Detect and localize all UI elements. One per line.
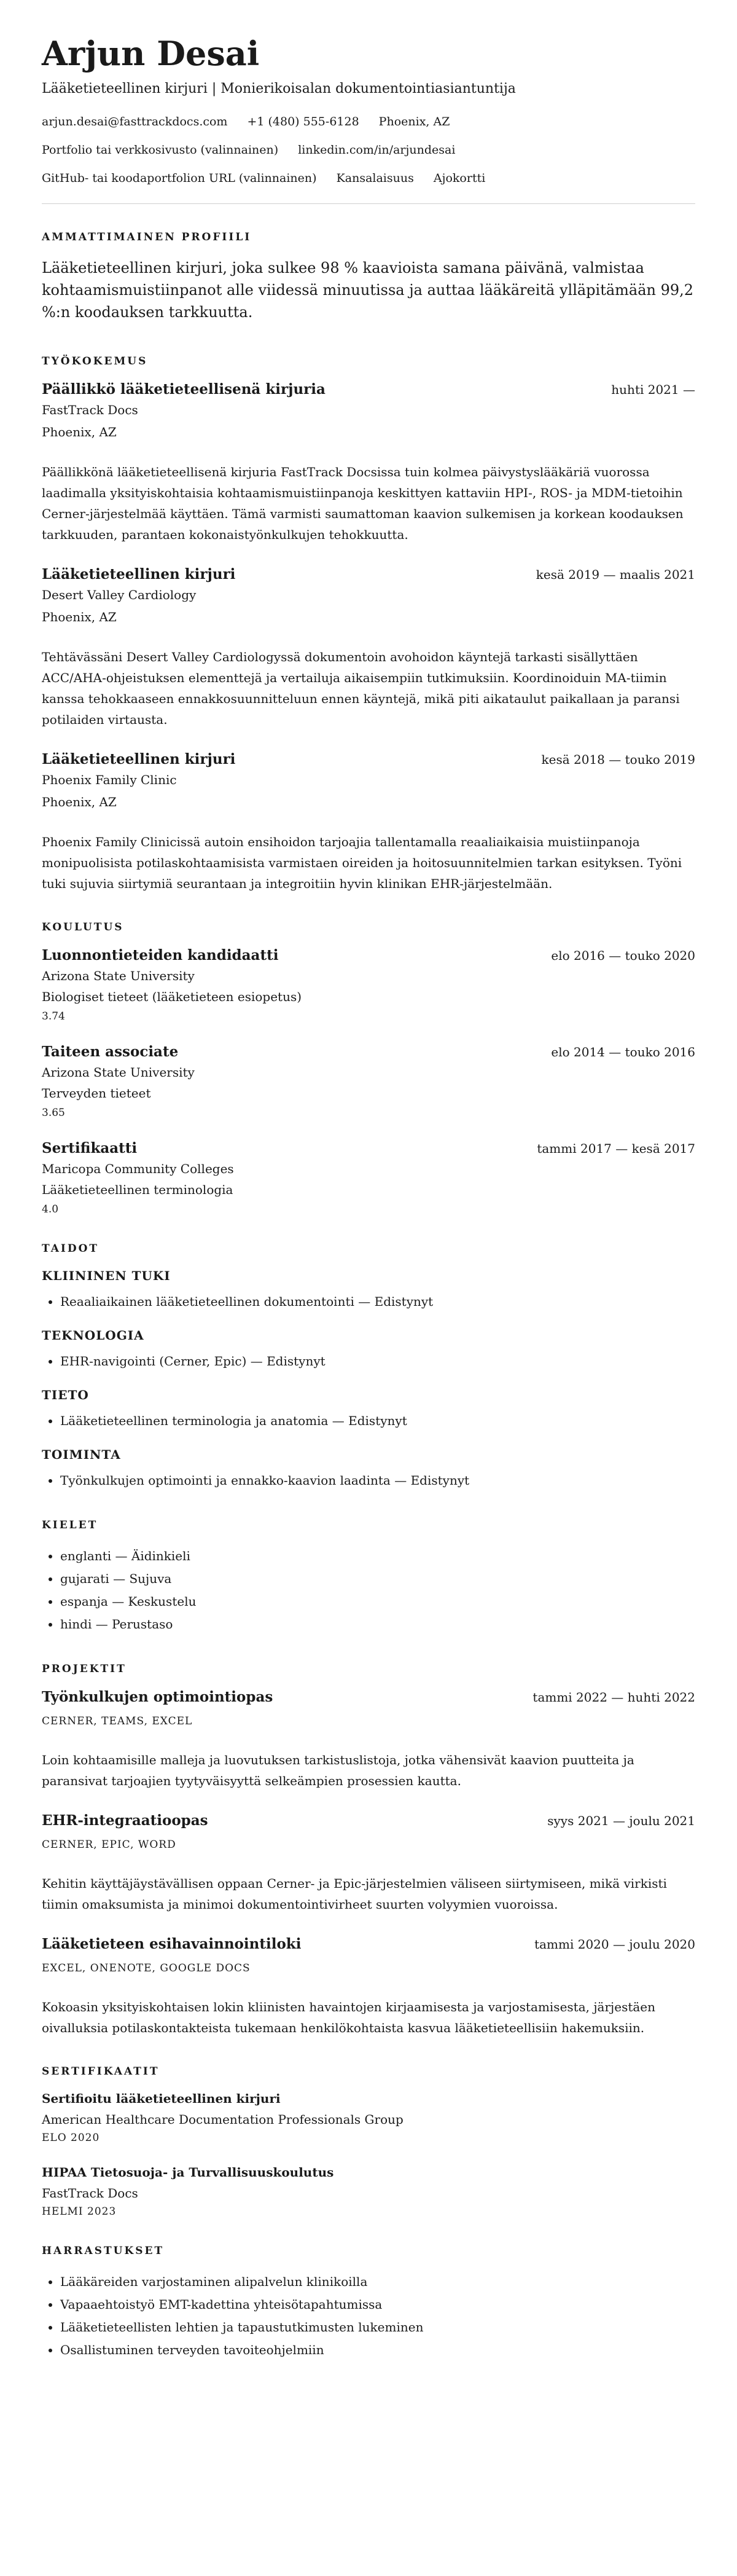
job-company: FastTrack Docs bbox=[42, 402, 138, 418]
contact-row-1 bbox=[42, 115, 695, 128]
skills-heading: TAIDOT bbox=[42, 1243, 99, 1255]
contact-email[interactable]: arjun.desai@fasttrackdocs.com bbox=[42, 115, 228, 129]
skill-item: • Työnkulkujen optimointi ja ennakko-kaavion laadinta — Edistynyt bbox=[60, 1469, 695, 1492]
candidate-headline: Lääketieteellinen kirjuri | Monierikoisalan dokumentointiasiantuntija bbox=[42, 81, 516, 97]
hobbies-heading: HARRASTUKSET bbox=[42, 2245, 165, 2258]
project-description: Kehitin käyttäjäystävällisen oppaan Cerner- ja Epic-järjestelmien väliseen siirtymiseen, mikä virkisti tiimin omaksumista ja minimoi dokumentointivirheet suurten volyymien vuoroissa. bbox=[42, 1876, 667, 1912]
projects-heading: PROJEKTIT bbox=[42, 1663, 127, 1676]
job-dates: kesä 2019 — maalis 2021 bbox=[536, 567, 695, 583]
study-field: Lääketieteellinen terminologia bbox=[42, 1182, 233, 1198]
hobby-item: • Vapaaehtoistyö EMT-kadettina yhteisötapahtumissa bbox=[60, 2293, 695, 2316]
skill-category: TOIMINTA bbox=[42, 1447, 121, 1463]
contact-row-3 bbox=[42, 171, 695, 185]
project-entry bbox=[42, 1936, 695, 2038]
study-field: Terveyden tieteet bbox=[42, 1086, 151, 1101]
education-entry bbox=[42, 947, 695, 1023]
job-description: Tehtävässäni Desert Valley Cardiologyssä dokumentoin avohoidon käyntejä tarkasti sisällyttäen ACC/AHA-ohjeistuksen elementtejä ja vertailuja aikaisempiin tutkimuksiin. Koordinoiduin MA-tiimin kanssa tehokkaaseen ennakkosuunnitteluun ennen käyntejä, mikä piti aikataulut paikallaan ja paransi potilaiden virtausta. bbox=[42, 650, 680, 728]
project-dates: tammi 2020 — joulu 2020 bbox=[534, 1937, 695, 1952]
certification-entry bbox=[42, 2091, 695, 2144]
job-dates: huhti 2021 — bbox=[611, 382, 695, 398]
project-entry bbox=[42, 1812, 695, 1915]
certification-issuer: FastTrack Docs bbox=[42, 2186, 138, 2201]
project-name: Lääketieteen esihavainnointiloki bbox=[42, 1936, 302, 1953]
job-description: Phoenix Family Clinicissä autoin ensihoidon tarjoajia tallentamalla reaaliaikaisia muistiinpanoja monipuolisista potilaskohtaamisista varmistaen oireiden ja hoitosuunnitelmien tarkan esityksen. Työni tuki sujuvia siirtymiä seurantaan ja integroitiin hyvin klinikan EHR-järjestelmään. bbox=[42, 834, 682, 892]
degree-dates: elo 2014 — touko 2016 bbox=[551, 1045, 695, 1060]
certifications-section bbox=[42, 2065, 695, 2218]
hobby-list bbox=[42, 2271, 695, 2362]
job-location: Phoenix, AZ bbox=[42, 795, 117, 810]
certification-date: ELO 2020 bbox=[42, 2132, 100, 2145]
certification-name: HIPAA Tietosuoja- ja Turvallisuuskoulutus bbox=[42, 2165, 334, 2180]
skill-category: KLIININEN TUKI bbox=[42, 1268, 171, 1284]
study-field: Biologiset tieteet (lääketieteen esiopetus) bbox=[42, 989, 302, 1005]
experience-section bbox=[42, 355, 695, 894]
profile-section bbox=[42, 231, 695, 323]
project-name: Työnkulkujen optimointiopas bbox=[42, 1689, 273, 1706]
header-divider bbox=[42, 203, 695, 204]
contact-citizenship: Kansalaisuus bbox=[336, 171, 414, 186]
education-entry bbox=[42, 1043, 695, 1119]
certification-issuer: American Healthcare Documentation Professionals Group bbox=[42, 2112, 404, 2127]
contact-location: Phoenix, AZ bbox=[378, 115, 450, 129]
job-location: Phoenix, AZ bbox=[42, 425, 117, 440]
skill-list bbox=[42, 1469, 695, 1492]
degree-title: Sertifikaatti bbox=[42, 1140, 138, 1157]
project-tools: CERNER, EPIC, WORD bbox=[42, 1839, 176, 1852]
contact-github[interactable]: GitHub- tai koodaportfolion URL (valinnainen) bbox=[42, 171, 317, 186]
education-section bbox=[42, 921, 695, 1215]
hobbies-section bbox=[42, 2245, 695, 2362]
school-name: Maricopa Community Colleges bbox=[42, 1161, 234, 1177]
job-location: Phoenix, AZ bbox=[42, 610, 117, 625]
contact-phone[interactable]: +1 (480) 555-6128 bbox=[247, 115, 359, 129]
contact-row-2 bbox=[42, 143, 695, 157]
school-name: Arizona State University bbox=[42, 968, 195, 984]
job-title: Lääketieteellinen kirjuri bbox=[42, 751, 236, 768]
experience-entry bbox=[42, 381, 695, 545]
education-entry bbox=[42, 1140, 695, 1215]
gpa-value: 3.65 bbox=[42, 1107, 65, 1120]
skill-list bbox=[42, 1410, 695, 1432]
degree-dates: tammi 2017 — kesä 2017 bbox=[537, 1141, 695, 1156]
skill-category: TEKNOLOGIA bbox=[42, 1328, 144, 1343]
candidate-name: Arjun Desai bbox=[42, 34, 260, 73]
language-item: • espanja — Keskustelu bbox=[60, 1590, 695, 1613]
contact-driving-license: Ajokortti bbox=[433, 171, 486, 186]
hobby-item: • Lääkäreiden varjostaminen alipalvelun klinikoilla bbox=[60, 2271, 695, 2293]
school-name: Arizona State University bbox=[42, 1065, 195, 1080]
experience-entry bbox=[42, 566, 695, 730]
project-entry bbox=[42, 1689, 695, 1791]
skill-item: • EHR-navigointi (Cerner, Epic) — Edistynyt bbox=[60, 1350, 695, 1373]
skill-item: • Reaaliaikainen lääketieteellinen dokumentointi — Edistynyt bbox=[60, 1290, 695, 1313]
project-tools: CERNER, TEAMS, EXCEL bbox=[42, 1715, 193, 1728]
degree-title: Luonnontieteiden kandidaatti bbox=[42, 947, 279, 964]
job-dates: kesä 2018 — touko 2019 bbox=[541, 752, 695, 768]
language-list bbox=[42, 1545, 695, 1636]
languages-section bbox=[42, 1519, 695, 1636]
skill-category: TIETO bbox=[42, 1388, 89, 1403]
contact-portfolio[interactable]: Portfolio tai verkkosivusto (valinnainen) bbox=[42, 143, 279, 157]
skills-section bbox=[42, 1243, 695, 1492]
language-item: • hindi — Perustaso bbox=[60, 1613, 695, 1636]
experience-entry bbox=[42, 751, 695, 894]
project-tools: EXCEL, ONENOTE, GOOGLE DOCS bbox=[42, 1962, 251, 1975]
job-title: Päällikkö lääketieteellisenä kirjuria bbox=[42, 381, 326, 398]
job-company: Phoenix Family Clinic bbox=[42, 772, 177, 788]
skill-list bbox=[42, 1350, 695, 1373]
profile-text: Lääketieteellinen kirjuri, joka sulkee 98 % kaavioista samana päivänä, valmistaa kohtaamismuistiinpanot alle viidessä minuutissa ja auttaa lääkäreitä ylläpitämään 99,2 %:n koodauksen tarkkuutta. bbox=[42, 259, 694, 321]
language-item: • englanti — Äidinkieli bbox=[60, 1545, 695, 1568]
degree-dates: elo 2016 — touko 2020 bbox=[551, 948, 695, 964]
hobby-item: • Osallistuminen terveyden tavoiteohjelmiin bbox=[60, 2339, 695, 2362]
job-title: Lääketieteellinen kirjuri bbox=[42, 566, 236, 583]
skill-list bbox=[42, 1290, 695, 1313]
language-item: • gujarati — Sujuva bbox=[60, 1568, 695, 1590]
profile-heading: AMMATTIMAINEN PROFIILI bbox=[42, 231, 252, 244]
languages-heading: KIELET bbox=[42, 1519, 98, 1532]
certification-entry bbox=[42, 2165, 695, 2218]
gpa-value: 3.74 bbox=[42, 1010, 65, 1023]
education-heading: KOULUTUS bbox=[42, 921, 124, 934]
project-dates: syys 2021 — joulu 2021 bbox=[547, 1813, 695, 1829]
experience-heading: TYÖKOKEMUS bbox=[42, 355, 148, 368]
projects-section bbox=[42, 1663, 695, 2038]
certification-name: Sertifioitu lääketieteellinen kirjuri bbox=[42, 2091, 281, 2107]
project-description: Loin kohtaamisille malleja ja luovutuksen tarkistuslistoja, jotka vähensivät kaavion puutteita ja paransivat tarjoajien tyytyväisyyttä selkeämpien prosessien kautta. bbox=[42, 1753, 634, 1789]
project-description: Kokoasin yksityiskohtaisen lokin kliinisten havaintojen kirjaamisesta ja varjostamisesta, järjestäen oivalluksia potilaskontakteista tukemaan henkilökohtaista kasvua lääketieteellisiin hakemuksiin. bbox=[42, 2000, 656, 2036]
project-dates: tammi 2022 — huhti 2022 bbox=[532, 1690, 695, 1705]
project-name: EHR-integraatioopas bbox=[42, 1812, 208, 1829]
certifications-heading: SERTIFIKAATIT bbox=[42, 2065, 160, 2078]
gpa-value: 4.0 bbox=[42, 1203, 59, 1216]
job-company: Desert Valley Cardiology bbox=[42, 587, 197, 603]
skill-item: • Lääketieteellinen terminologia ja anatomia — Edistynyt bbox=[60, 1410, 695, 1432]
hobby-item: • Lääketieteellisten lehtien ja tapaustutkimusten lukeminen bbox=[60, 2316, 695, 2339]
degree-title: Taiteen associate bbox=[42, 1043, 179, 1061]
certification-date: HELMI 2023 bbox=[42, 2205, 117, 2218]
job-description: Päällikkönä lääketieteellisenä kirjuria FastTrack Docsissa tuin kolmea päivystyslääkäriä vuorossa laadimalla yksityiskohtaisia kohtaamismuistiinpanoja keskittyen kattaviin HPI-, ROS- ja MDM-tietoihin Cerner-järjestelmää käyttäen. Tämä varmisti saumattoman kaavion sulkemisen ja korkean koodauksen tarkkuuden, parantaen kokonaistyönkulkujen tehokkuutta. bbox=[42, 465, 684, 543]
contact-linkedin[interactable]: linkedin.com/in/arjundesai bbox=[298, 143, 456, 157]
